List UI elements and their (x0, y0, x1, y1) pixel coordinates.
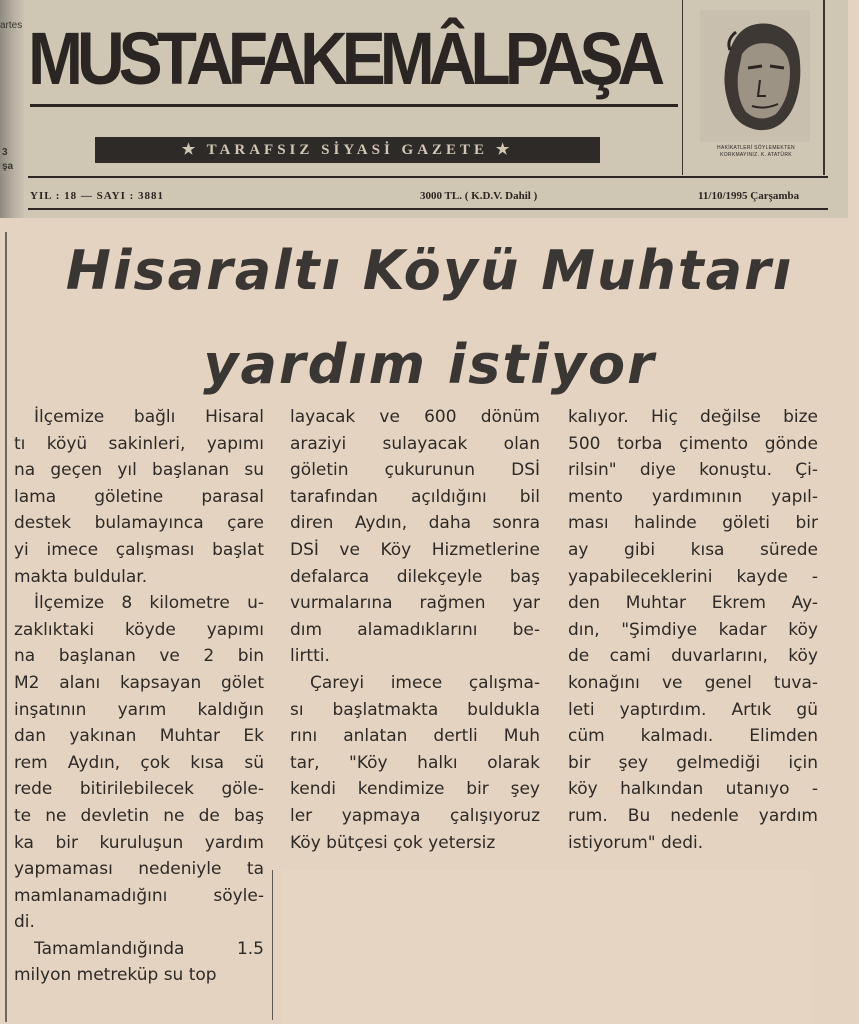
article-text-line: araziyi sulayacak olan (290, 433, 540, 454)
article-text-line: ka bir kuruluşun yardım (14, 832, 264, 853)
article-text-line: yi imece çalışması başlat (14, 539, 264, 560)
article-column-3 (568, 404, 818, 856)
divider (28, 208, 828, 210)
article-text-line: kendi kendimize bir şey (290, 779, 540, 800)
article-text-line: istiyorum" dedi. (568, 832, 704, 853)
price: 3000 TL. ( K.D.V. Dahil ) (420, 190, 538, 202)
divider (30, 104, 678, 107)
newspaper-name: MUSTAFAKEMÂLPAŞA (28, 16, 660, 100)
article-text-line: rede bitirilebilecek göle- (14, 779, 264, 800)
article-text-line: İlçemize bağlı Hisaral (34, 407, 264, 427)
article-text-line: dan yakınan Muhtar Ek (14, 726, 264, 747)
article-text-line: te ne devletin ne de baş (14, 805, 264, 826)
divider (28, 176, 828, 178)
article-text-line: Köy bütçesi çok yetersiz (290, 832, 496, 853)
portrait-image (700, 10, 810, 142)
article-text-line: destek bulamayınca çare (14, 513, 264, 534)
article-text-line: de cami duvarlarını, köy (568, 646, 818, 667)
article-text-line: defalarca dilekçeyle baş (290, 566, 540, 587)
article-text-line: layacak ve 600 dönüm (290, 407, 540, 427)
portrait-caption: HAKİKATLERİ SÖYLEMEKTEN KORKMAYINIZ. K. ATATÜRK (717, 145, 795, 158)
article-text-line: rem Aydın, çok kısa sü (14, 752, 264, 773)
slogan-text: ★ TARAFSIZ SİYASİ GAZETE ★ (181, 142, 514, 158)
ataturk-portrait (700, 10, 810, 142)
article-text-line: Çareyi imece çalışma- (310, 672, 540, 693)
article-text-line: makta buldular. (14, 566, 148, 587)
article-text-line: yapmaması nedeniyle ta (14, 859, 264, 880)
article-text-line: rum. Bu nedenle yardım (568, 805, 818, 826)
article-text-line: mamlanamadığını söyle- (14, 885, 264, 906)
article-text-line: di. (14, 912, 35, 933)
article-text-line: Tamamlandığında 1.5 (34, 938, 264, 959)
article-text-line: ler yapmaya çalışıyoruz (290, 805, 540, 826)
article-text-line: İlçemize 8 kilometre u- (34, 593, 264, 614)
divider (272, 870, 273, 1020)
edge-fragment-mid: 3 şa (2, 147, 14, 172)
article-text-line: bir şey gelmediği için (568, 752, 818, 773)
article-text-line: mento yardımının yapıl- (568, 486, 818, 507)
article-text-line: tarafından açıldığını bil (290, 486, 540, 507)
article-text-line: tı köyü sakinleri, yapımı (14, 433, 264, 454)
article-text-line: köy halkından utanıyo - (568, 779, 818, 800)
divider (682, 0, 683, 175)
article-column-1 (14, 404, 264, 989)
article-text-line: lama göletine parasal (14, 486, 264, 507)
article-text-line: leti yaptırdım. Artık gü (568, 699, 818, 720)
headline-line-2: yardım istiyor (203, 333, 656, 396)
article-text-line: kalıyor. Hiç değilse bize (568, 407, 818, 427)
article-text-line: cüm kalmadı. Elimden (568, 726, 818, 747)
article-text-line: ması halinde göleti bir (568, 513, 818, 534)
article-text-line: dın, "Şimdiye kadar köy (568, 619, 818, 640)
article-text-line: rını anlatan dertli Muh (290, 726, 540, 747)
article-text-line: zaklıktaki köyde yapımı (14, 619, 264, 640)
article-text-line: yapabileceklerini kayde - (568, 566, 818, 587)
article-text-line: ay gibi kısa sürede (568, 539, 818, 560)
edge-fragment-top: artes (0, 20, 23, 31)
article-text-line: vurmalarına rağmen yar (290, 593, 540, 614)
article-text-line: 500 torba çimento gönde (568, 433, 818, 454)
issue-date: 11/10/1995 Çarşamba (698, 190, 800, 202)
article-text-line: M2 alanı kapsayan gölet (14, 672, 264, 693)
masthead (0, 0, 848, 218)
slogan-banner (95, 137, 600, 163)
article-text-line: sı başlatmakta buldukla (290, 699, 540, 720)
article-text-line: den Muhtar Ekrem Ay- (568, 593, 818, 614)
article-text-line: dım alamadıklarını be- (290, 619, 540, 640)
article-text-line: milyon metreküp su top (14, 965, 217, 986)
issue-number: YIL : 18 — SAYI : 3881 (30, 190, 165, 202)
article-text-line: DSİ ve Köy Hizmetlerine (290, 539, 540, 560)
article-column-2 (290, 404, 540, 856)
article-text-line: lirtti. (290, 646, 330, 667)
article-text-line: na başlanan ve 2 bin (14, 646, 264, 667)
article-text-line: diren Aydın, daha sonra (290, 513, 540, 534)
headline-line-1: Hisaraltı Köyü Muhtarı (65, 239, 794, 302)
article-text-line: konağını ve genel tuva- (568, 672, 818, 693)
article-text-line: na geçen yıl başlanan su (14, 460, 264, 481)
adjacent-page-edge (0, 0, 24, 218)
article-text-line: rilsin" diye konuştu. Çi- (568, 460, 818, 481)
article-text-line: tar, "Köy halkı olarak (290, 752, 540, 773)
article-text-line: göletin çukurunun DSİ (290, 460, 540, 481)
divider (823, 0, 825, 175)
article-text-line: inşatının yarım kaldığın (14, 699, 264, 720)
blank-area (282, 870, 812, 1024)
